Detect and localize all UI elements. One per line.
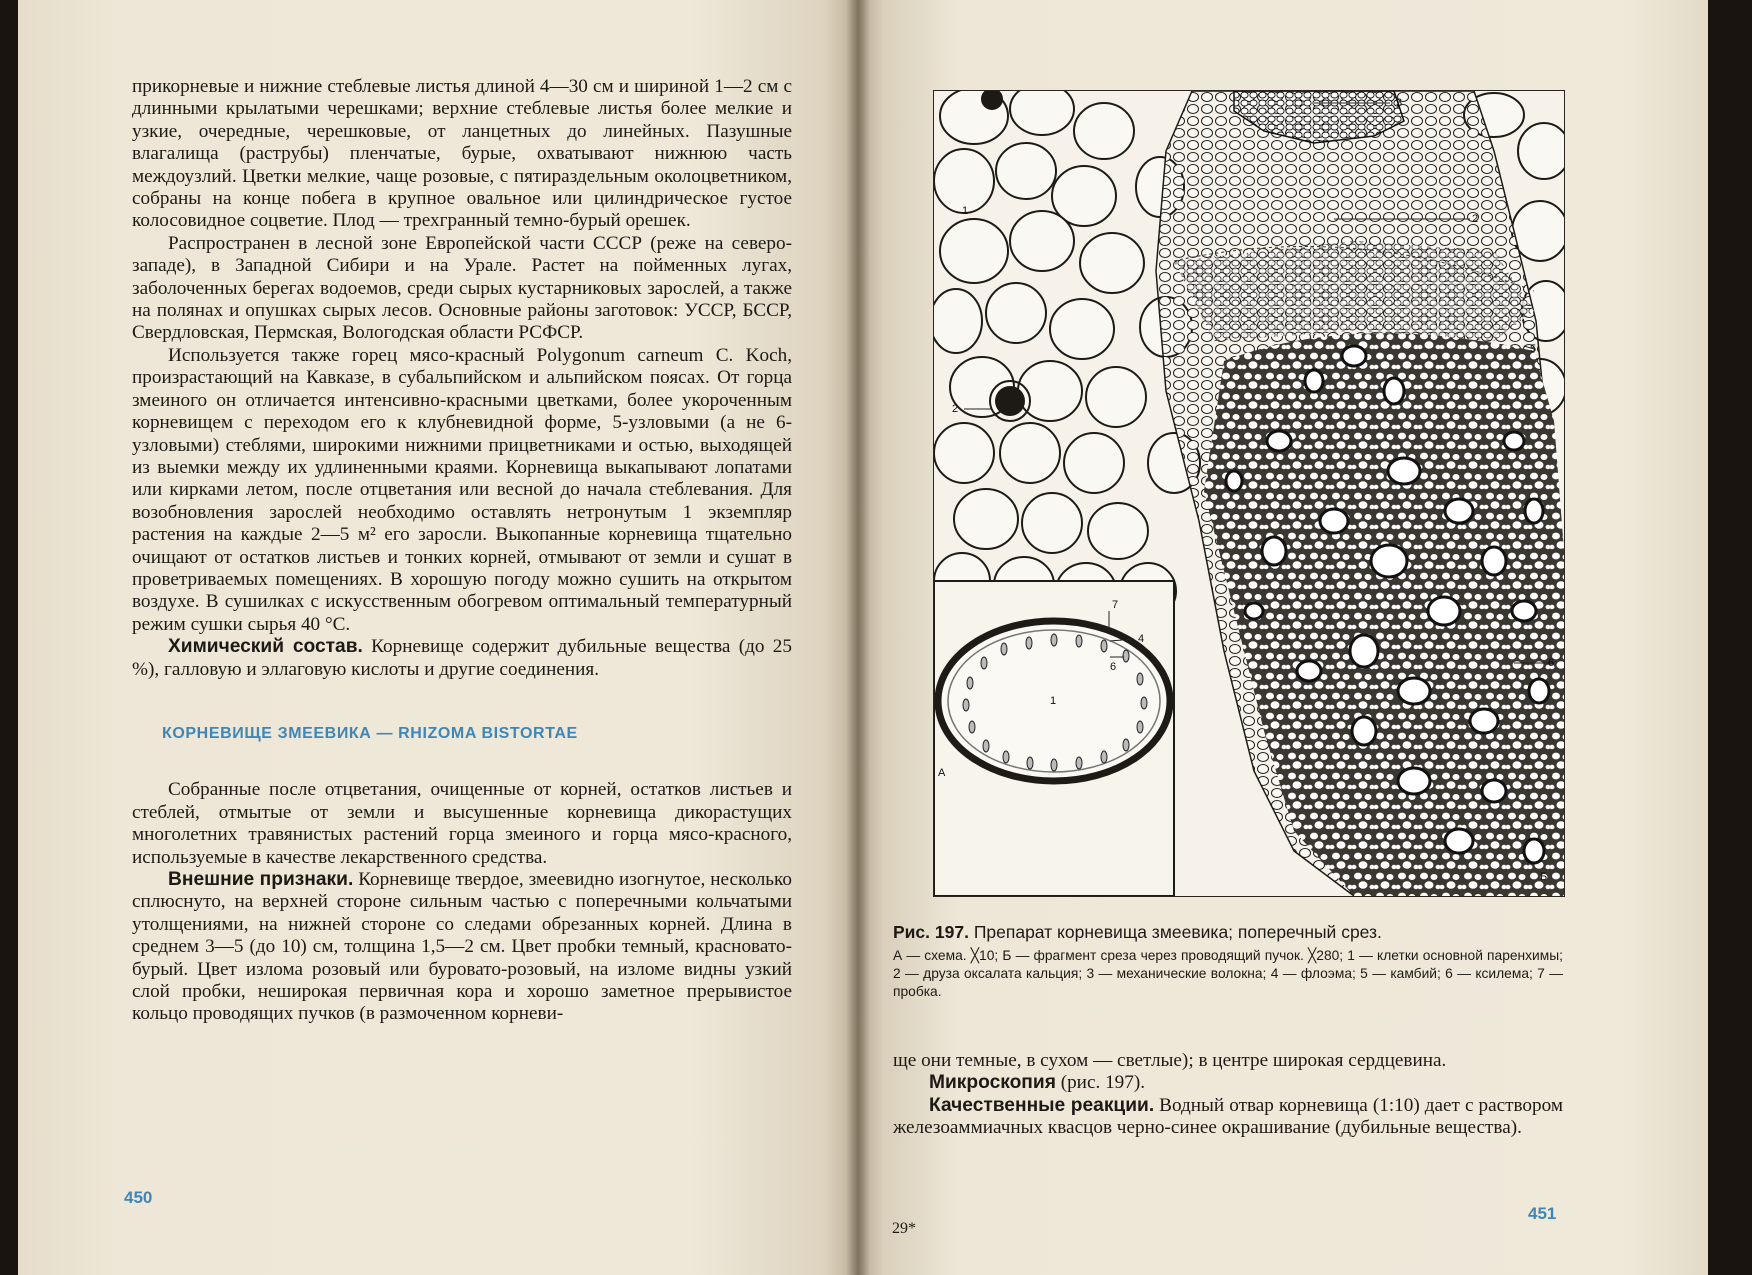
chem-text: Корневище содержит дубильные вещества (до 25 %), галловую и эллаговую кислоты и другие соединения. (132, 636, 792, 680)
right-page-text (893, 1050, 1563, 1140)
schema-inset (934, 581, 1174, 896)
caption-title: Рис. 197. (893, 922, 969, 942)
section-intro: Собранные после отцветания, очищенные от корней, остатков листьев и стеблей, отмытые от земли и высушенные корневища дикорастущих многолетних травянистых растений горца змеиного и горца мясо-красного, используемые в качестве лекарственного средства. (132, 779, 792, 868)
fig-label-4: 2 (1472, 213, 1479, 225)
page-number-right: 451 (1528, 1204, 1557, 1223)
paragraph: ще они темные, в сухом — светлые); в центре широкая сердцевина. (893, 1050, 1447, 1071)
qual-label: Качественные реакции. (929, 1094, 1155, 1116)
figure-caption (893, 921, 1563, 1001)
book-gutter (846, 0, 870, 1275)
fig-label-1: 1 (962, 205, 969, 217)
micro-label: Микроскопия (929, 1072, 1056, 1094)
fig-label-1-schema: 1 (1050, 695, 1057, 707)
fig-label-3: 3 (1396, 97, 1403, 109)
fig-label-5: 5 (1530, 343, 1537, 355)
paragraph: Распространен в лесной зоне Европейской части СССР (реже на северо-западе), в Западной Сибири и на Урале. Растет на пойменных лугах, заболоченных берегах водоемов, среди сырых кустарниковых зарослей, а также на полянах и опушках сырых лесов. Основные районы заготовок: УССР, БССР, Свердловская, Пермская, Вологодская области РСФСР. (132, 232, 792, 344)
fig-label-4-schema: 4 (1138, 633, 1145, 645)
fig-label-B: Б (1540, 871, 1548, 883)
ext-paragraph (132, 869, 792, 1026)
fig-label-6-schema: 6 (1110, 661, 1117, 673)
fig-label-7: 7 (1112, 599, 1119, 611)
signature-mark: 29* (892, 1220, 916, 1237)
caption-title-line (893, 921, 1563, 943)
micro-paragraph (893, 1072, 1563, 1094)
paragraph: прикорневые и нижние стеблевые листья длиной 4—30 см и шириной 1—2 см с длинными крылатыми черешками; верхние стеблевые листья более мелкие и узкие, очередные, черешковые, от ланцетных до линейных. Пазушные влагалища (раструбы) пленчатые, бурые, охватывают нижнюю часть междоузлий. Цветки мелкие, чаще розовые, с пятираздельным околоцветником, собраны на конце побега в крупное овальное или цилиндрическое густое колосовидное соцветие. Плод — трехгранный темно-бурый орешек. (132, 76, 792, 232)
micro-text: (рис. 197). (1055, 1072, 1146, 1094)
fig-label-6: 6 (1548, 657, 1555, 669)
ext-text: Корневище твердое, змеевидно изогнутое, несколько сплюснуто, на верхней стороне сильным частью с поперечными кольчатыми утолщениями, на нижней стороне со следами обрезанных корней. Длина в среднем 3—5 (до 10) см, толщина 1,5—2 см. Цвет пробки темный, красновато-бурый. Цвет излома розовый или буровато-розовый, на изломе видны узкий слой пробки, неширокая первичная кора и хорошо заметное прерывистое кольцо проводящих пучков (в размоченном корневи- (132, 869, 792, 1025)
left-page-text (132, 76, 792, 1026)
caption-description: А — схема. ╳10; Б — фрагмент среза через проводящий пучок. ╳280; 1 — клетки основной паренхимы; 2 — друза оксалата кальция; 3 — механические волокна; 4 — флоэма; 5 — камбий; 6 — ксилема; 7 — пробка. (893, 948, 1563, 999)
section-heading: КОРНЕВИЩЕ ЗМЕЕВИКА — RHIZOMA BISTORTAE (162, 724, 578, 742)
chem-paragraph (132, 636, 792, 681)
fig-label-2: 2 (952, 403, 959, 415)
paragraph: Используется также горец мясо-красный Polygonum carneum C. Koch, произрастающий на Кавказе, в субальпийском и альпийском поясах. От горца змеиного он отличается интенсивно-красными цветками, более укороченным корневищем с переходом его к клубневидной форме, 5-узловыми (а не 6-узловыми) стеблями, широкими нижними прицветниками и остью, выходящей из выемки между их удлиненными краями. Корневища выкапывают лопатами или кирками летом, после отцветания или весной до начала стеблевания. Для возобновления зарослей необходимо оставлять нетронутым 1 экземпляр растения на каждые 2—5 м² его заросли. Выкопанные корневища тщательно очищают от остатков листьев и тонких корней, отмывают от земли и сушат в проветриваемых помещениях. В хорошую погоду можно сушить на открытом воздухе. В сушилках с искусственным обогревом оптимальный температурный режим сушки сырья 40 °С. (132, 344, 792, 635)
qual-text: Водный отвар корневища (1:10) дает с раствором железоаммиачных квасцов черно-синее окрашивание (дубильные вещества). (893, 1094, 1563, 1139)
chem-label: Химический состав. (168, 636, 363, 658)
ext-label: Внешние признаки. (168, 869, 354, 890)
qual-paragraph (893, 1095, 1563, 1140)
fig-label-A: А (938, 767, 946, 779)
caption-text: Препарат корневища змеевика; поперечный срез. (968, 922, 1382, 942)
micrograph-drawing (934, 91, 1564, 896)
page-number-left: 450 (124, 1188, 153, 1207)
figure-197 (933, 90, 1565, 897)
